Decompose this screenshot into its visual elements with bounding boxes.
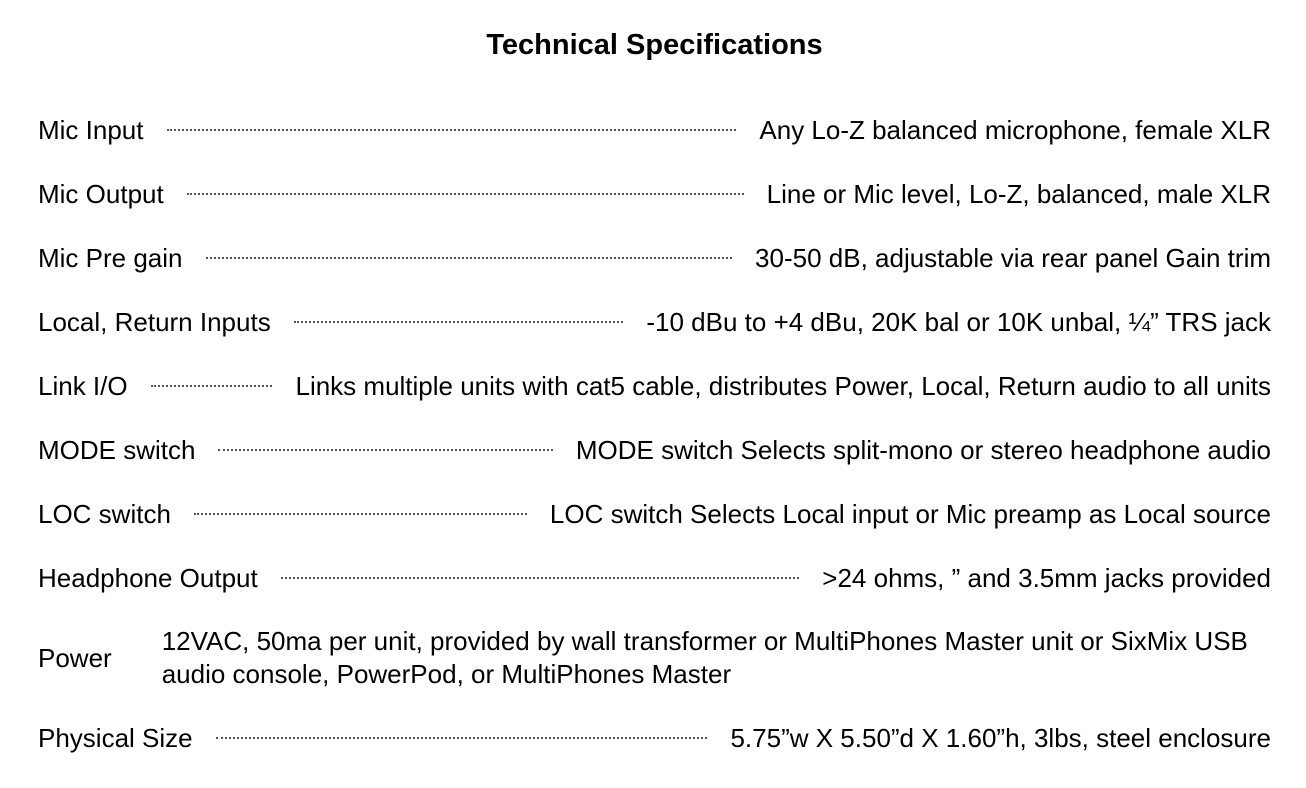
dotted-leader (151, 385, 273, 387)
spec-row-local-return-inputs (38, 290, 1271, 354)
spec-label: Link I/O (38, 371, 128, 401)
spec-value: 30-50 dB, adjustable via rear panel Gain trim (755, 243, 1271, 273)
spec-value: -10 dBu to +4 dBu, 20K bal or 10K unbal, ¼” TRS jack (646, 307, 1271, 337)
spec-value: 12VAC, 50ma per unit, provided by wall transformer or MultiPhones Master unit or SixMix USB audio console, PowerPod, or MultiPhones Master (161, 626, 1248, 689)
spec-label: Power (38, 643, 112, 673)
dotted-leader (187, 193, 744, 195)
spec-value: Links multiple units with cat5 cable, distributes Power, Local, Return audio to all units (295, 371, 1271, 401)
spec-row-loc-switch (38, 482, 1271, 546)
spec-row-mic-output (38, 162, 1271, 226)
spec-label: Mic Input (38, 115, 144, 145)
spec-value: LOC switch Selects Local input or Mic preamp as Local source (549, 499, 1271, 529)
dotted-leader (167, 129, 737, 131)
spec-value: Any Lo-Z balanced microphone, female XLR (759, 115, 1271, 145)
spec-row-mic-pre-gain (38, 226, 1271, 290)
spec-value: MODE switch Selects split-mono or stereo headphone audio (575, 435, 1271, 465)
dotted-leader (218, 449, 552, 451)
spec-list (38, 98, 1271, 770)
spec-label: LOC switch (38, 499, 171, 529)
spec-row-power (38, 610, 1271, 706)
spec-label: Physical Size (38, 723, 193, 753)
spec-value: 5.75”w X 5.50”d X 1.60”h, 3lbs, steel enclosure (730, 723, 1271, 753)
spec-row-mic-input (38, 98, 1271, 162)
dotted-leader (216, 737, 708, 739)
spec-label: Headphone Output (38, 563, 258, 593)
spec-row-link-io (38, 354, 1271, 418)
dotted-leader (294, 321, 624, 323)
spec-label: Local, Return Inputs (38, 307, 271, 337)
page-title: Technical Specifications (486, 29, 823, 61)
spec-label: MODE switch (38, 435, 196, 465)
dotted-leader (281, 577, 800, 579)
spec-value: Line or Mic level, Lo-Z, balanced, male XLR (766, 179, 1271, 209)
spec-row-mode-switch (38, 418, 1271, 482)
spec-label: Mic Pre gain (38, 243, 183, 273)
spec-row-physical-size (38, 706, 1271, 770)
dotted-leader (194, 513, 527, 515)
spec-row-headphone-output (38, 546, 1271, 610)
spec-value: >24 ohms, ” and 3.5mm jacks provided (822, 563, 1271, 593)
spec-label: Mic Output (38, 179, 164, 209)
dotted-leader (206, 257, 733, 259)
